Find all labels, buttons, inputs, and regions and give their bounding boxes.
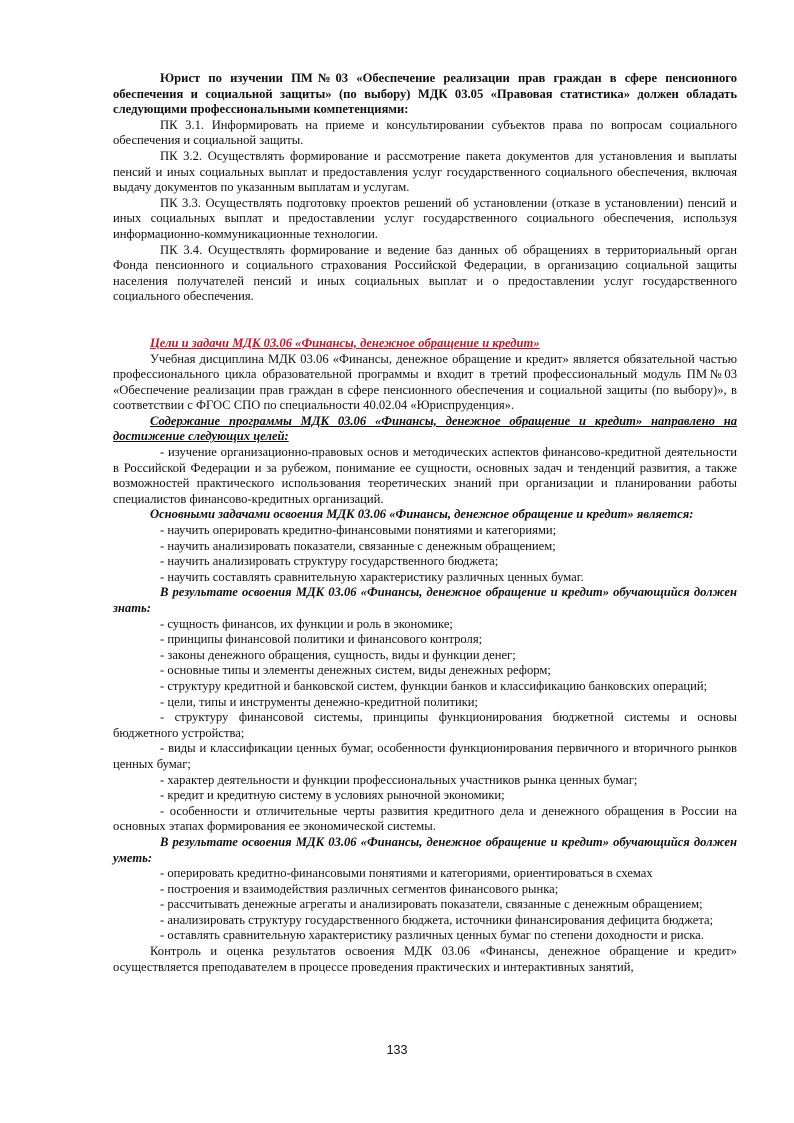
able-item: - оперировать кредитно-финансовыми понятиями и категориями, ориентироваться в схемах [160,866,653,881]
able-item: - анализировать структуру государственного бюджета, источники финансирования дефицита бюджета; [160,912,714,927]
know-item: - законы денежного обращения, сущность, виды и функции денег; [160,647,516,662]
know-item: - сущность финансов, их функции и роль в экономике; [160,616,453,631]
know-item: - цели, типы и инструменты денежно-кредитной политики; [160,694,479,709]
able-item: - рассчитывать денежные агрегаты и анализировать показатели, связанные с денежным обращением; [160,897,703,912]
spacer [113,305,737,336]
competencies-heading: Юрист по изучении ПМ№03 «Обеспечение реализации прав граждан в сфере пенсионного обеспечения и социальной защиты» (по выбору) МДК 03.05 «Правовая статистика» должен обладать следующими профессиональными компетенциями: [113,71,737,117]
competency-item: ПК 3.4. Осуществлять формирование и ведение баз данных об обращениях в территориальный орган Фонда пенсионного и социального страхования Российской Федерации, в организацию социальной защиты населения получателей пенсий и иных социальных выплат и о предоставлении услуг государственного социального обеспечения. [113,242,737,304]
tasks-heading: Основными задачами освоения МДК 03.06 «Финансы, денежное обращение и кредит» является: [150,507,694,522]
know-item: - виды и классификации ценных бумаг, особенности функционирования первичного и вторичного рынков ценных бумаг; [113,741,737,771]
know-item: - основные типы и элементы денежных систем, виды денежных реформ; [160,663,551,678]
know-item: - структуру кредитной и банковской систем, функции банков и классификацию банковских операций; [160,678,708,693]
page-number: 133 [386,1043,408,1057]
know-heading: В результате освоения МДК 03.06 «Финансы, денежное обращение и кредит» обучающийся должен знать: [113,585,737,615]
section-title: Цели и задачи МДК 03.06 «Финансы, денежное обращение и кредит» [150,335,540,350]
know-item: - принципы финансовой политики и финансового контроля; [160,632,483,647]
competency-item: ПК 3.2. Осуществлять формирование и рассмотрение пакета документов для установления и выплаты пенсий и иных социальных выплат и предоставления услуг государственного социального обеспечения, включая выдачу документов по указанным выплатам и услугам. [113,148,737,195]
goals-heading: Содержание программы МДК 03.06 «Финансы, денежное обращение и кредит» направлено на достижение следующих целей: [113,413,737,444]
task-item: - научить анализировать показатели, связанные с денежным обращением; [160,538,556,553]
task-item: - научить оперировать кредитно-финансовыми понятиями и категориями; [160,523,557,538]
control-paragraph: Контроль и оценка результатов освоения МДК 03.06 «Финансы, денежное обращение и кредит» осуществляется преподавателем в процессе проведения практических и интерактивных занятий, [113,944,737,974]
task-item: - научить составлять сравнительную характеристику различных ценных бумаг. [160,569,584,584]
competency-item: ПК 3.3. Осуществлять подготовку проектов решений об установлении (отказе в установлении) пенсий и иных социальных выплат и предоставлении услуг государственного социального обеспечения, используя информационно-коммуникационные технологии. [113,195,737,241]
section-intro: Учебная дисциплина МДК 03.06 «Финансы, денежное обращение и кредит» является обязательной частью профессионального цикла образовательной программы и входит в третий профессиональный модуль ПМ№03 «Обеспечение реализации прав граждан в сфере пенсионного обеспечения и социальной защиты (по выбору)», в соответствии с ФГОС СПО по специальности 40.02.04 «Юриспруденция». [113,351,737,413]
know-item: - кредит и кредитную систему в условиях рыночной экономики; [160,788,505,803]
know-item: - структуру финансовой системы, принципы функционирования бюджетной системы и основы бюджетного устройства; [113,710,737,740]
competency-item: ПК 3.1. Информировать на приеме и консультировании субъектов права по вопросам социального обеспечения и социальной защиты. [113,117,737,148]
page-content [113,71,737,975]
task-item: - научить анализировать структуру государственного бюджета; [160,554,499,569]
know-item: - особенности и отличительные черты развития кредитного дела и денежного обращения в России на основных этапах формирования ее экономической системы. [113,803,737,834]
able-heading: В результате освоения МДК 03.06 «Финансы, денежное обращение и кредит» обучающийся должен уметь: [113,834,737,865]
know-item: - характер деятельности и функции профессиональных участников рынка ценных бумаг; [160,772,638,787]
goals-text: - изучение организационно-правовых основ и методических аспектов финансово-кредитной деятельности в Российской Федерации и за рубежом, понимание ее сущности, основных задач и тенденций развития, а также возможностей практического использования теоретических знаний при организации и планировании работы специалистов финансово-кредитных организаций. [113,445,737,506]
able-item: - построения и взаимодействия различных сегментов финансового рынка; [160,881,559,896]
able-item: - оставлять сравнительную характеристику различных ценных бумаг по степени доходности и риска. [160,928,704,943]
